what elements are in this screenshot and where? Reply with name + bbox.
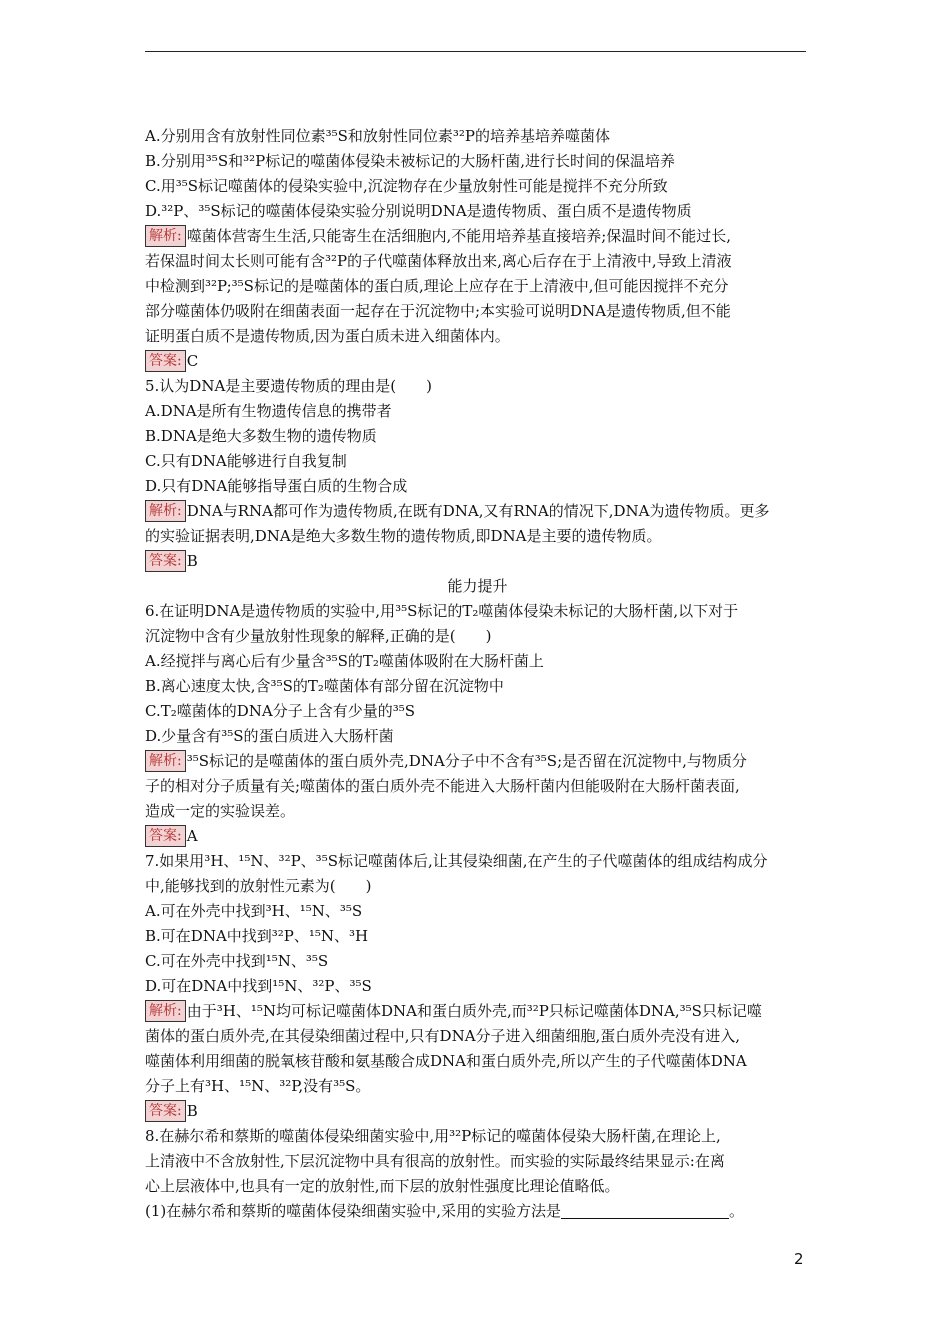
- option-line: [145, 149, 810, 174]
- option-line: [145, 649, 810, 674]
- text-line: [145, 1049, 810, 1074]
- line-text: 8.在赫尔希和蔡斯的噬菌体侵染细菌实验中,用³²P标记的噬菌体侵染大肠杆菌,在理论上,: [145, 1127, 721, 1145]
- line-text: D.³²P、³⁵S标记的噬菌体侵染实验分别说明DNA是遗传物质、蛋白质不是遗传物质: [145, 202, 692, 220]
- text-line: [145, 624, 810, 649]
- text-line: [145, 774, 810, 799]
- analysis-line: [145, 999, 810, 1024]
- line-text: C.可在外壳中找到¹⁵N、³⁵S: [145, 952, 329, 970]
- line-text: C.T₂噬菌体的DNA分子上含有少量的³⁵S: [145, 702, 416, 720]
- line-text: 上清液中不含放射性,下层沉淀物中具有很高的放射性。而实验的实际最终结果显示:在离: [145, 1152, 725, 1170]
- text-line: [145, 1149, 810, 1174]
- answer-value: C: [186, 352, 199, 370]
- line-text: 分子上有³H、¹⁵N、³²P,没有³⁵S。: [145, 1077, 371, 1095]
- analysis-line: [145, 224, 810, 249]
- line-text: 噬菌体营寄生生活,只能寄生在活细胞内,不能用培养基直接培养;保温时间不能过长,: [186, 227, 732, 245]
- analysis-label: 解析:: [145, 500, 186, 522]
- analysis-line: [145, 749, 810, 774]
- line-text: 中,能够找到的放射性元素为( ): [145, 877, 372, 895]
- line-text: C.用³⁵S标记噬菌体的侵染实验中,沉淀物存在少量放射性可能是搅拌不充分所致: [145, 177, 668, 195]
- line-text: D.少量含有³⁵S的蛋白质进入大肠杆菌: [145, 727, 394, 745]
- option-line: [145, 399, 810, 424]
- analysis-label: 解析:: [145, 750, 186, 772]
- header-rule: [145, 51, 806, 52]
- line-text: 造成一定的实验误差。: [145, 802, 296, 820]
- option-line: [145, 949, 810, 974]
- text-line: [145, 1074, 810, 1099]
- answer-blank[interactable]: [561, 1202, 729, 1219]
- line-text: 心上层液体中,也具有一定的放射性,而下层的放射性强度比理论值略低。: [145, 1177, 620, 1195]
- answer-label: 答案:: [145, 350, 186, 372]
- line-text: A.分别用含有放射性同位素³⁵S和放射性同位素³²P的培养基培养噬菌体: [145, 127, 611, 145]
- line-text: 沉淀物中含有少量放射性现象的解释,正确的是( ): [145, 627, 492, 645]
- answer-label: 答案:: [145, 1100, 186, 1122]
- answer-label: 答案:: [145, 550, 186, 572]
- line-text: B.DNA是绝大多数生物的遗传物质: [145, 427, 377, 445]
- answer-label: 答案:: [145, 825, 186, 847]
- line-text: 菌体的蛋白质外壳,在其侵染细菌过程中,只有DNA分子进入细菌细胞,蛋白质外壳没有进入,: [145, 1027, 741, 1045]
- question-line: [145, 1124, 810, 1149]
- text-line: [145, 324, 810, 349]
- option-line: [145, 724, 810, 749]
- answer-line: [145, 549, 810, 574]
- answer-value: A: [186, 827, 198, 845]
- line-text: B.离心速度太快,含³⁵S的T₂噬菌体有部分留在沉淀物中: [145, 677, 504, 695]
- text-line: [145, 799, 810, 824]
- line-text: 子的相对分子质量有关;噬菌体的蛋白质外壳不能进入大肠杆菌内但能吸附在大肠杆菌表面,: [145, 777, 740, 795]
- question-line: [145, 849, 810, 874]
- line-text: A.经搅拌与离心后有少量含³⁵S的T₂噬菌体吸附在大肠杆菌上: [145, 652, 544, 670]
- question-line: [145, 599, 810, 624]
- line-text: 能力提升: [447, 577, 508, 595]
- line-text: 的实验证据表明,DNA是绝大多数生物的遗传物质,即DNA是主要的遗传物质。: [145, 527, 662, 545]
- text-line: [145, 299, 810, 324]
- option-line: [145, 974, 810, 999]
- section-line: [145, 574, 810, 599]
- analysis-label: 解析:: [145, 225, 186, 247]
- line-text: 5.认为DNA是主要遗传物质的理由是( ): [145, 377, 433, 395]
- option-line: [145, 674, 810, 699]
- text-line: [145, 249, 810, 274]
- option-line: [145, 449, 810, 474]
- text-line: [145, 524, 810, 549]
- answer-line: [145, 349, 810, 374]
- line-text: 6.在证明DNA是遗传物质的实验中,用³⁵S标记的T₂噬菌体侵染未标记的大肠杆菌,以下对于: [145, 602, 739, 620]
- analysis-label: 解析:: [145, 1000, 186, 1022]
- text-line: [145, 874, 810, 899]
- answer-value: B: [186, 552, 198, 570]
- answer-line: [145, 824, 810, 849]
- line-text: A.DNA是所有生物遗传信息的携带者: [145, 402, 392, 420]
- option-line: [145, 924, 810, 949]
- line-text: B.分别用³⁵S和³²P标记的噬菌体侵染未被标记的大肠杆菌,进行长时间的保温培养: [145, 152, 675, 170]
- option-line: [145, 174, 810, 199]
- line-text: D.只有DNA能够指导蛋白质的生物合成: [145, 477, 408, 495]
- line-text: ³⁵S标记的是噬菌体的蛋白质外壳,DNA分子中不含有³⁵S;是否留在沉淀物中,与物质分: [186, 752, 747, 770]
- answer-value: B: [186, 1102, 198, 1120]
- line-end-punctuation: 。: [729, 1202, 745, 1220]
- line-text: A.可在外壳中找到³H、¹⁵N、³⁵S: [145, 902, 363, 920]
- text-line: [145, 1024, 810, 1049]
- text-line: [145, 1174, 810, 1199]
- line-text: (1)在赫尔希和蔡斯的噬菌体侵染细菌实验中,采用的实验方法是: [145, 1202, 562, 1220]
- option-line: [145, 699, 810, 724]
- line-text: C.只有DNA能够进行自我复制: [145, 452, 347, 470]
- document-body: [145, 124, 810, 1224]
- line-text: B.可在DNA中找到³²P、¹⁵N、³H: [145, 927, 369, 945]
- fill-line: [145, 1199, 810, 1224]
- line-text: 若保温时间太长则可能有含³²P的子代噬菌体释放出来,离心后存在于上清液中,导致上清液: [145, 252, 732, 270]
- line-text: 7.如果用³H、¹⁵N、³²P、³⁵S标记噬菌体后,让其侵染细菌,在产生的子代噬菌体的组成结构成分: [145, 852, 768, 870]
- text-line: [145, 274, 810, 299]
- option-line: [145, 199, 810, 224]
- line-text: 由于³H、¹⁵N均可标记噬菌体DNA和蛋白质外壳,而³²P只标记噬菌体DNA,³⁵S只标记噬: [186, 1002, 762, 1020]
- question-line: [145, 374, 810, 399]
- option-line: [145, 124, 810, 149]
- line-text: 噬菌体利用细菌的脱氧核苷酸和氨基酸合成DNA和蛋白质外壳,所以产生的子代噬菌体DNA: [145, 1052, 747, 1070]
- analysis-line: [145, 499, 810, 524]
- line-text: 部分噬菌体仍吸附在细菌表面一起存在于沉淀物中;本实验可说明DNA是遗传物质,但不能: [145, 302, 731, 320]
- line-text: 证明蛋白质不是遗传物质,因为蛋白质未进入细菌体内。: [145, 327, 510, 345]
- option-line: [145, 899, 810, 924]
- option-line: [145, 474, 810, 499]
- page-number: 2: [794, 1250, 804, 1268]
- answer-line: [145, 1099, 810, 1124]
- line-text: D.可在DNA中找到¹⁵N、³²P、³⁵S: [145, 977, 372, 995]
- line-text: DNA与RNA都可作为遗传物质,在既有DNA,又有RNA的情况下,DNA为遗传物质。更多: [186, 502, 770, 520]
- option-line: [145, 424, 810, 449]
- line-text: 中检测到³²P;³⁵S标记的是噬菌体的蛋白质,理论上应存在于上清液中,但可能因搅拌不充分: [145, 277, 729, 295]
